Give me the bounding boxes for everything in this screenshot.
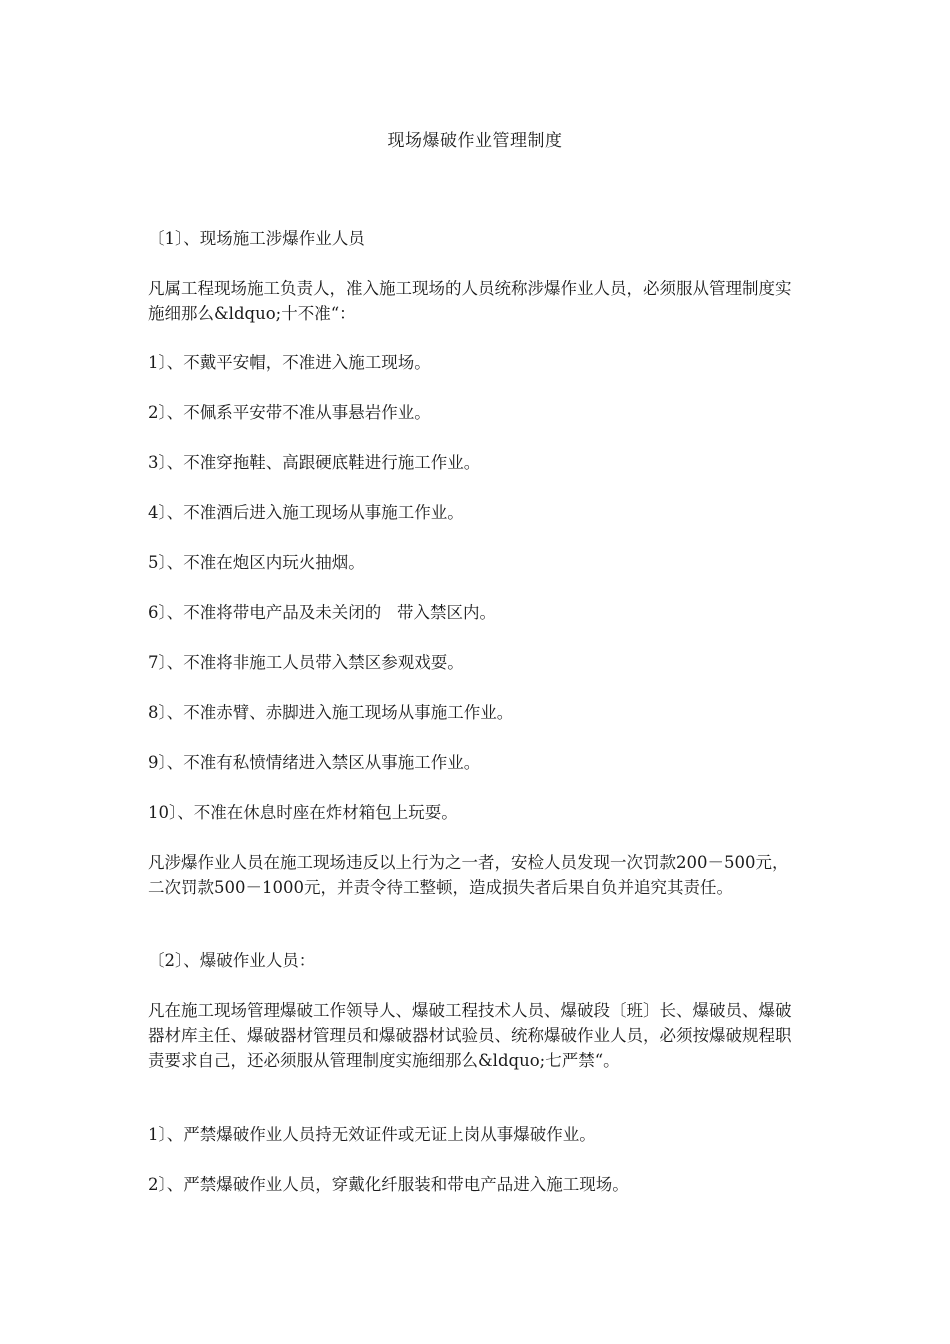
- rule-item-1: 1〕、不戴平安帽，不准进入施工现场。: [148, 353, 431, 372]
- rule-item-8: 8〕、不准赤臂、赤脚进入施工现场从事施工作业。: [148, 703, 514, 722]
- prohibition-item-2: 2〕、严禁爆破作业人员，穿戴化纤服装和带电产品进入施工现场。: [148, 1175, 629, 1194]
- rule-item-9: 9〕、不准有私愤情绪进入禁区从事施工作业。: [148, 753, 481, 772]
- rule-item-4: 4〕、不准酒后进入施工现场从事施工作业。: [148, 503, 464, 522]
- section-heading-2: 〔2〕、爆破作业人员：: [148, 951, 316, 970]
- section-heading-1: 〔1〕、现场施工涉爆作业人员: [148, 229, 365, 248]
- rule-item-3: 3〕、不准穿拖鞋、高跟硬底鞋进行施工作业。: [148, 453, 481, 472]
- document-title: 现场爆破作业管理制度: [387, 131, 563, 151]
- rule-item-7: 7〕、不准将非施工人员带入禁区参观戏耍。: [148, 653, 464, 672]
- rule-item-6: 6〕、不准将带电产品及未关闭的 带入禁区内。: [148, 603, 496, 622]
- rule-item-2: 2〕、不佩系平安带不准从事悬岩作业。: [148, 403, 431, 422]
- paragraph-intro-2: 凡在施工现场管理爆破工作领导人、爆破工程技术人员、爆破段〔班〕长、爆破员、爆破器材库主任、爆破器材管理员和爆破器材试验员、统称爆破作业人员，必须按爆破规程职责要求自己，还必须服从管理制度实施细那么&ldquo;七严禁“。: [148, 1001, 792, 1070]
- penalty-paragraph: 凡涉爆作业人员在施工现场违反以上行为之一者，安检人员发现一次罚款200－500元，二次罚款500－1000元，并责令待工整顿，造成损失者后果自负并追究其责任。: [148, 853, 789, 897]
- rule-item-5: 5〕、不准在炮区内玩火抽烟。: [148, 553, 365, 572]
- paragraph-intro-1: 凡属工程现场施工负责人，准入施工现场的人员统称涉爆作业人员，必须服从管理制度实施细那么&ldquo;十不准“：: [148, 279, 792, 323]
- prohibition-item-1: 1〕、严禁爆破作业人员持无效证件或无证上岗从事爆破作业。: [148, 1125, 596, 1144]
- rule-item-10: 10〕、不准在休息时座在炸材箱包上玩耍。: [148, 803, 458, 822]
